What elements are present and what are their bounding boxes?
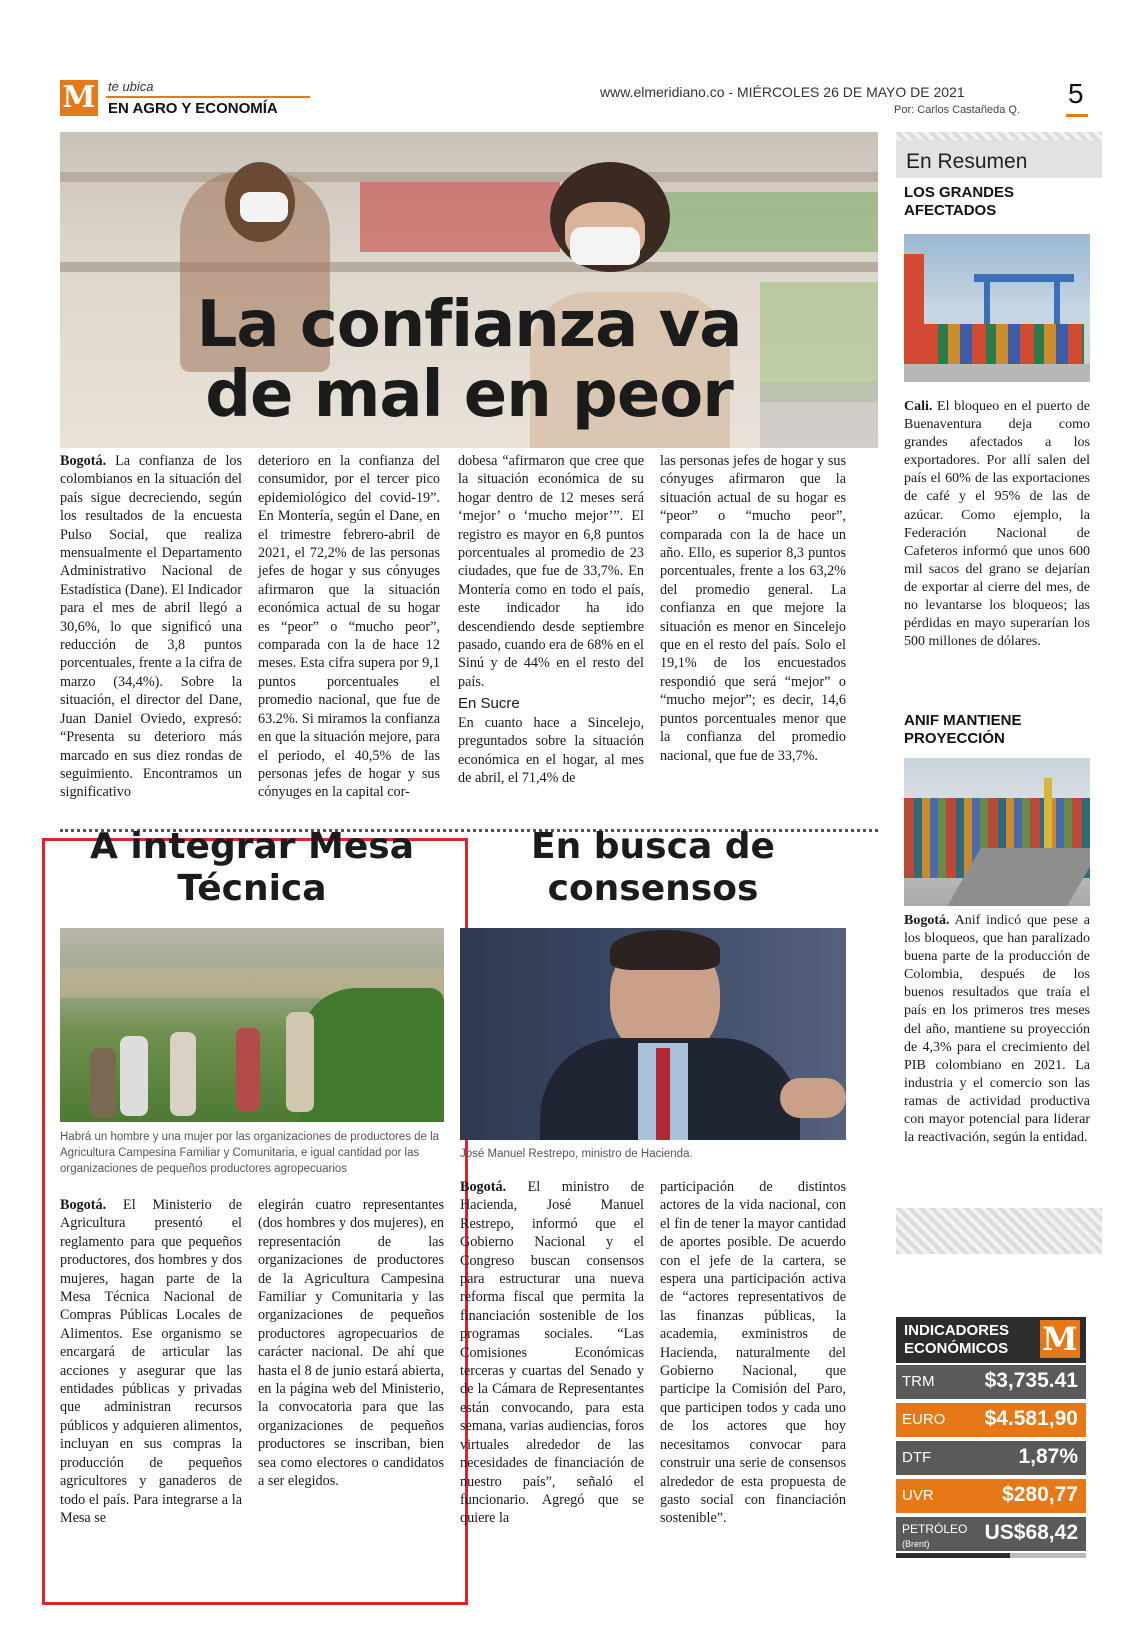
indicators-title-line2: ECONÓMICOS	[904, 1340, 1009, 1357]
indicator-value: US$68,42	[984, 1521, 1078, 1544]
mesa-col-2-text: elegirán cuatro representantes (dos hombres y dos mujeres), en representación de las organizaciones de productores de la Agricultura Campesina Familiar y Comunitaria y las organizaciones de pequeños productores agropecuarios de carácter nacional. De ahí que hasta el 8 de junio estará abierta, en la página web del Ministerio, la convocatoria para que las organizaciones de pequeños productores se inscriban, bien sea como electores o candidatos a ser elegidos.	[258, 1197, 444, 1490]
page-number: 5	[1068, 78, 1084, 109]
mesa-dateline: Bogotá.	[60, 1197, 107, 1213]
indicators-title	[904, 1322, 1009, 1358]
indicators-logo: M	[1040, 1320, 1080, 1358]
sidebar-item1-body: El bloqueo en el puerto de Buenaventura deja como grandes afectados a los exportadores. Por allí salen del país el 60% de las exportaciones de café y el 95% de las de azúcar. Como ejemplo, la Federación Nacional de Cafeteros informó que unos 600 mil sacos del grano se dejarían de exportar al cierre del mes, de no levantarse los bloqueos; las pérdidas en mayo superarían los 500 millones de dólares.	[904, 399, 1091, 650]
consensos-col-1	[460, 1178, 644, 1528]
indicator-row-dtf	[896, 1441, 1086, 1475]
subhead-en-sucre: En Sucre	[458, 695, 520, 713]
indicator-label: UVR	[902, 1487, 934, 1504]
sidebar-item2-body: Anif indicó que pese a los bloqueos, que han paralizado buena parte de la producción de Colombia, después de los buenos resultados que traía el país en los primeros tres meses del año, mantiene su proyección de 4,3% para el crecimiento del PIB colombiano en 2021. La industria y el comercio son las ramas de actividad productiva con mayor potencial para liderar la reactivación, según la entidad.	[904, 913, 1090, 1146]
sidebar-item2-text	[904, 912, 1090, 1147]
indicator-label: TRM	[902, 1373, 935, 1390]
indicator-row-uvr	[896, 1479, 1086, 1513]
main-article-col-1-text: La confianza de los colombianos en la situación del país sigue decreciendo, según los resultados de la encuesta Pulso Social, que realiza mensualmente el Departamento Administrativo Nacional de Estadística (Dane). El Indicador para el mes de abril llegó a 30,6%, lo que significó una reducción de 3,8 puntos porcentuales, frente a la cifra de marzo (34,4%). Sobre la situación, el director del Dane, Juan Daniel Oviedo, expresó: “Presenta su deterioro más marcado en sus diez rondas de seguimiento. Encontramos un significativo	[60, 453, 243, 801]
consensos-col-1-text: El ministro de Hacienda, José Manuel Restrepo, informó que el Gobierno Nacional y el Congreso buscan consensos para estructurar una nueva reforma fiscal que permita la financiación sostenible de los programas sociales. “Las Comisiones Económicas terceras y cuartas del Senado y de la Cámara de Representantes están convocando, para esta semana, varias audiencias, foros virtuales alrededor de las necesidades de financiación de nuestro país”, señaló el funcionario. Agregó que se quiere la	[460, 1179, 644, 1527]
indicators-title-line1: INDICADORES	[904, 1322, 1010, 1339]
mesa-headline-line2: Técnica	[177, 868, 327, 909]
main-article-col-3-text2: En cuanto hace a Sincelejo, preguntados sobre la situación económica en el hogar, al mes de abril, el 71,4% de	[458, 714, 644, 786]
section-title: EN AGRO Y ECONOMÍA	[108, 100, 278, 117]
main-article-col-4-text: las personas jefes de hogar y sus cónyuges afirmaron que la situación actual de su hogar es “peor” o “mucho peor”, comparada con la de hace un año. Ello, es superior 8,3 puntos porcentuales, frente a los 63,2% del promedio general. La confianza en que mejore la situación es menor en Sincelejo que en el resto del país. Solo el 19,1% de los encuestados respondió que será “mejor” o “mucho mejor”; es decir, 14,6 puntos porcentuales menor que la confianza del promedio nacional, que fue de 33,7%.	[660, 453, 846, 764]
photo-port-containers	[904, 234, 1090, 382]
mesa-photo-caption: Habrá un hombre y una mujer por las organizaciones de productores de la Agricultura Campesina Familiar y Comunitaria, e igual cantidad por las organizaciones de pequeños productores agropecuarios	[60, 1131, 440, 1175]
sidebar-item2-head: ANIF MANTIENE PROYECCIÓN	[904, 712, 1022, 747]
indicator-row-euro	[896, 1403, 1086, 1437]
mesa-col-1	[60, 1196, 242, 1527]
section-underline	[106, 96, 310, 98]
sidebar-title: En Resumen	[906, 150, 1028, 173]
indicator-value: $280,77	[1002, 1483, 1078, 1506]
section-kicker: te ubica	[108, 79, 154, 94]
main-article-col-2-text: deterioro en la confianza del consumidor, por el tercer pico epidemiológico del covid-19”. En Montería, según el Dane, en el trimestre febrero-abril de 2021, el 72,2% de las personas jefes de hogar y sus cónyuges afirmaron que la situación económica actual de su hogar es “peor” o “mucho peor”, comparada con la de hace 12 meses. Esta cifra supera por 9,1 puntos porcentuales el promedio nacional, que fue de 63.2%. Si miramos la confianza en que la situación mejore, para el periodo, el 40,5% de las personas jefes de hogar y sus cónyuges en la capital cor-	[258, 453, 440, 801]
sidebar-item1-text	[904, 398, 1090, 651]
indicator-row-petroleo	[896, 1517, 1086, 1551]
photo-farmers-field	[60, 928, 444, 1122]
consensos-dateline: Bogotá.	[460, 1179, 507, 1195]
main-headline-line1: La confianza va	[196, 288, 742, 362]
indicators-bottom-bar	[896, 1553, 1086, 1558]
main-headline-line2: de mal en peor	[205, 358, 733, 432]
indicator-value: 1,87%	[1018, 1445, 1078, 1468]
photo-minister	[460, 928, 846, 1140]
consensos-headline	[460, 826, 846, 910]
indicator-label: DTF	[902, 1449, 932, 1466]
mesa-col-2	[258, 1196, 444, 1491]
newspaper-logo: M	[60, 80, 98, 116]
consensos-headline-line1: En busca de	[531, 826, 775, 867]
main-article-col-3-text: dobesa “afirmaron que cree que la situación económica de su hogar dentro de 12 meses será ‘mejor’ o ‘mucho mejor’”. El registro es mayor en 6,8 puntos porcentuales al promedio de 23 ciudades, que fue de 33,7%. En Montería como en todo el país, este indicador ha ido descendiendo desde septiembre pasado, cuando era de 68% en el Sinú y de 44% en el resto del país.	[458, 453, 644, 690]
main-article-col-2	[258, 452, 440, 802]
consensos-col-2-text: participación de distintos actores de la vida nacional, con el fin de tener la mayor cantidad de aportes posible. De acuerdo con el jefe de la cartera, se espera una participación activa de “actores representativos de las finanzas públicas, la academia, exministros de Hacienda, naturalmente del Gobierno Nacional, que participe la Comisión del Paro, que participen todos y cada uno de los actores que hoy necesitamos convocar para construir una serie de consensos alrededor de esta propuesta de gasto social con financiación sostenible”.	[660, 1179, 846, 1527]
main-article-col-1	[60, 452, 242, 802]
main-article-col-3	[458, 452, 644, 787]
main-article-dateline: Bogotá.	[60, 453, 107, 469]
mesa-col-1-text: El Ministerio de Agricultura presentó el reglamento para que pequeños productores, dos hombres y dos mujeres, hagan parte de la Mesa Técnica Nacional de Compras Públicas Locales de Alimentos. Ese organismo se encargará de articular las acciones y asegurar que las entidades públicas y privadas que administran recursos públicos y adquieren alimentos, incluyan en sus compras la producción de pequeños agricultores y ganaderos de todo el país. Para integrarse a la Mesa se	[60, 1197, 242, 1526]
sidebar-item2-dateline: Bogotá.	[904, 913, 950, 928]
indicator-sublabel: (Brent)	[902, 1539, 930, 1549]
indicator-value: $3,735.41	[984, 1369, 1078, 1392]
main-headline	[60, 290, 878, 430]
page-number-underline	[1066, 114, 1088, 117]
main-article-col-4	[660, 452, 846, 765]
indicator-label: PETRÓLEO	[902, 1522, 968, 1536]
indicator-row-trm	[896, 1365, 1086, 1399]
indicator-label: EURO	[902, 1411, 946, 1428]
photo-container-yard	[904, 758, 1090, 906]
indicator-value: $4.581,90	[984, 1407, 1078, 1430]
consensos-headline-line2: consensos	[547, 868, 759, 909]
sidebar-item1-dateline: Cali.	[904, 399, 933, 414]
dateline: www.elmeridiano.co - MIÉRCOLES 26 DE MAYO DE 2021	[600, 84, 965, 100]
consensos-photo-caption: José Manuel Restrepo, ministro de Hacienda.	[460, 1148, 693, 1160]
byline: Por: Carlos Castañeda Q.	[894, 104, 1020, 116]
consensos-col-2	[660, 1178, 846, 1528]
mesa-headline	[60, 826, 444, 910]
sidebar-item1-head: LOS GRANDES AFECTADOS	[904, 184, 1015, 219]
mesa-headline-line1: A integrar Mesa	[89, 826, 415, 867]
